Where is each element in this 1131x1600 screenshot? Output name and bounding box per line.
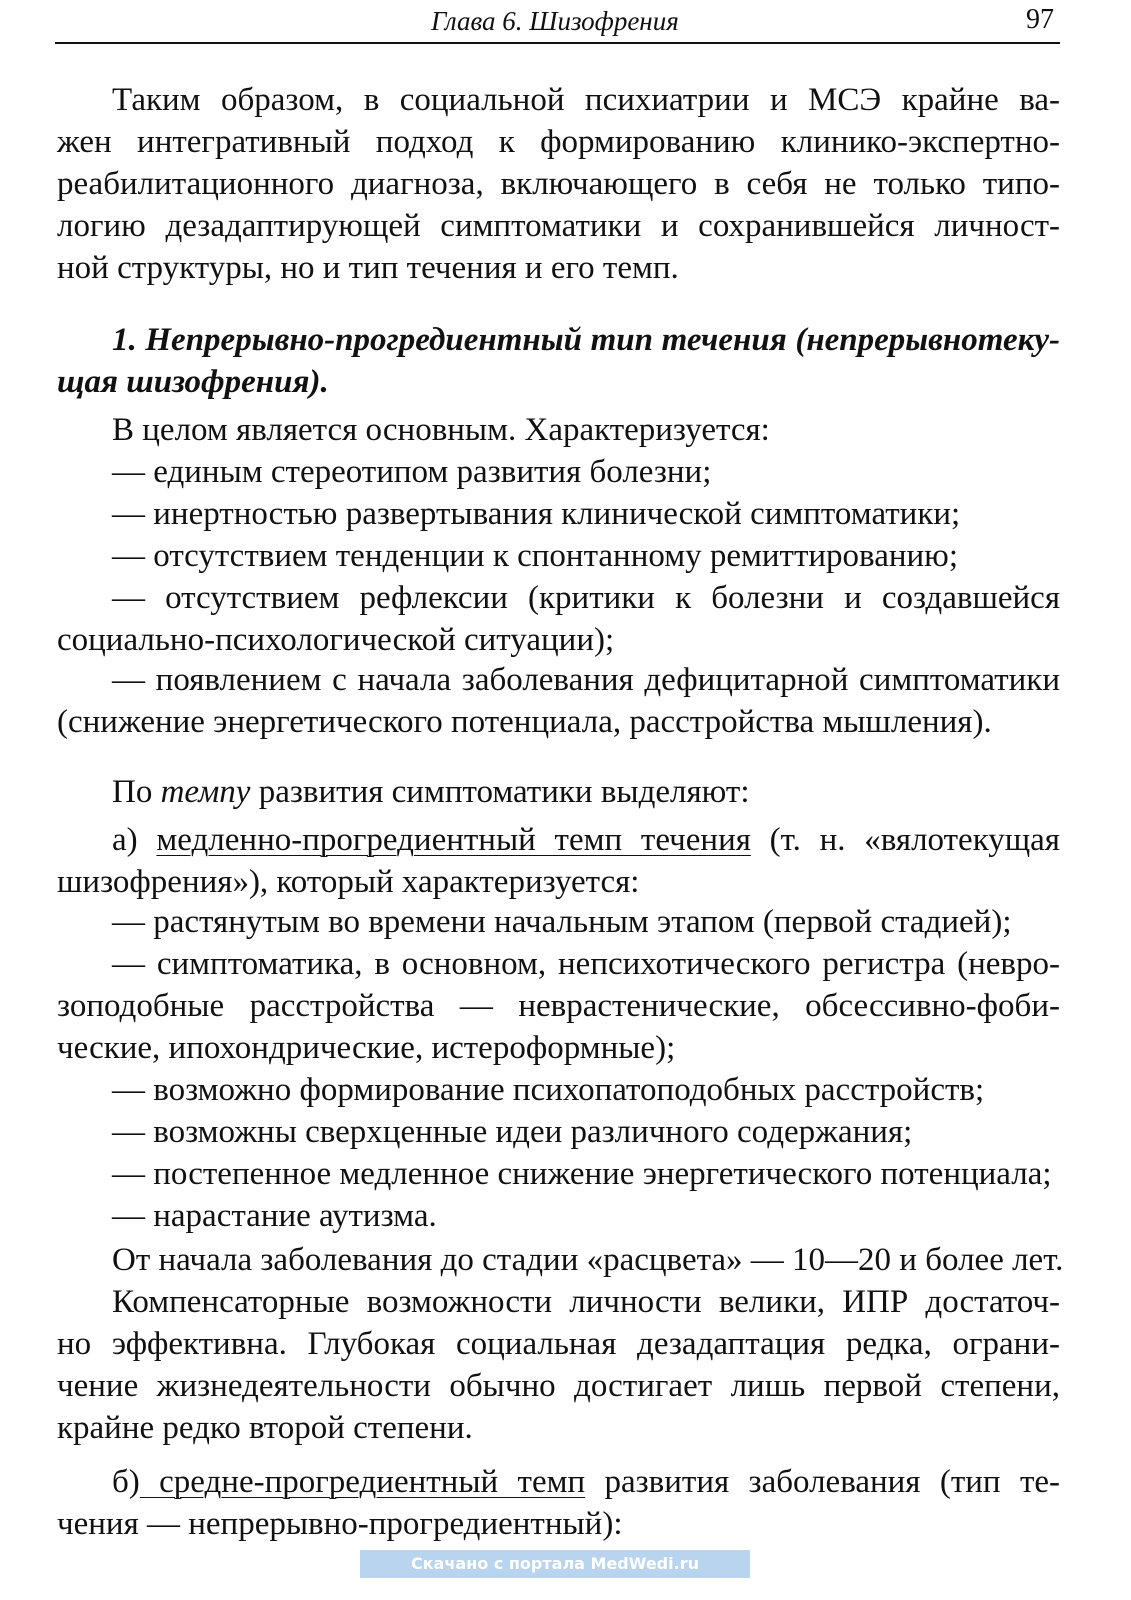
list-item: — инертностью развертывания клинической симптоматики; [112, 496, 961, 532]
section-heading: щая шизофрения). [57, 364, 329, 400]
text-line: крайне редко второй степени. [57, 1410, 473, 1446]
text-line: Таким образом, в социальной психиатрии и МСЭ крайне ва- [112, 82, 1060, 118]
tempo-intro-emphasis: темпу [160, 774, 251, 810]
tempo-a-prefix: а) [112, 822, 157, 858]
tempo-a-suffix: (т. н. «вялотекущая [750, 822, 1060, 858]
text-line: но эффективна. Глубокая социальная дезадаптация редка, ограни- [57, 1326, 1060, 1362]
list-item: — возможны сверхценные идеи различного содержания; [112, 1114, 913, 1150]
text-line: От начала заболевания до стадии «расцвета» — 10—20 и более лет. [112, 1242, 1064, 1278]
tempo-b-suffix: развития заболевания (тип те- [585, 1464, 1060, 1500]
list-item: — постепенное медленное снижение энергетического потенциала; [112, 1156, 1052, 1192]
tempo-intro [112, 772, 1060, 812]
list-item: — возможно формирование психопатоподобных расстройств; [112, 1072, 985, 1108]
tempo-b-prefix: б) [112, 1464, 140, 1500]
tempo-b [112, 1462, 1060, 1502]
page-number: 97 [1026, 4, 1054, 35]
chapter-title: Глава 6. Шизофрения [431, 6, 679, 36]
running-header [55, 0, 1060, 44]
list-item: — появлением с начала заболевания дефицитарной симптоматики [112, 662, 1060, 698]
text-line: чения — непрерывно-прогредиентный): [57, 1506, 623, 1542]
list-item: (снижение энергетического потенциала, расстройства мышления). [57, 704, 992, 740]
list-item: — отсутствием тенденции к спонтанному ремиттированию; [112, 538, 958, 574]
tempo-a [112, 820, 1060, 860]
list-item: социально-психологической ситуации); [57, 622, 615, 658]
list-item: — растянутым во времени начальным этапом (первой стадией); [112, 904, 1012, 940]
text-line: В целом является основным. Характеризуется: [112, 412, 770, 448]
list-item: — симптоматика, в основном, непсихотического регистра (невро- [112, 946, 1060, 982]
tempo-a-underlined: медленно-прогредиентный темп течения [156, 822, 751, 858]
text-line: чение жизнедеятельности обычно достигает лишь первой степени, [57, 1368, 1060, 1404]
text-line: логию дезадаптирующей симптоматики и сохранившейся личност- [57, 208, 1060, 244]
text-line: жен интегративный подход к формированию клинико-экспертно- [57, 124, 1060, 160]
tempo-intro-after: развития симптоматики выделяют: [250, 774, 750, 810]
tempo-intro-before: По [112, 774, 161, 810]
watermark-banner: Скачано с портала MedWedi.ru [360, 1550, 750, 1578]
list-item: — отсутствием рефлексии (критики к болезни и создавшейся [112, 580, 1060, 616]
list-item: зоподобные расстройства — неврастенические, обсессивно-фоби- [57, 988, 1060, 1024]
list-item: ческие, ипохондрические, истероформные); [57, 1030, 676, 1066]
text-line: шизофрения»), который характеризуется: [57, 864, 640, 900]
list-item: — единым стереотипом развития болезни; [112, 454, 712, 490]
section-heading: 1. Непрерывно-прогредиентный тип течения (непрерывнотеку- [112, 322, 1060, 358]
list-item: — нарастание аутизма. [112, 1198, 437, 1234]
tempo-b-underlined: средне-прогредиентный темп [139, 1464, 586, 1500]
text-line: реабилитационного диагноза, включающего в себя не только типо- [57, 166, 1060, 202]
text-line: ной структуры, но и тип течения и его темп. [57, 250, 679, 286]
text-line: Компенсаторные возможности личности велики, ИПР достаточ- [112, 1284, 1060, 1320]
